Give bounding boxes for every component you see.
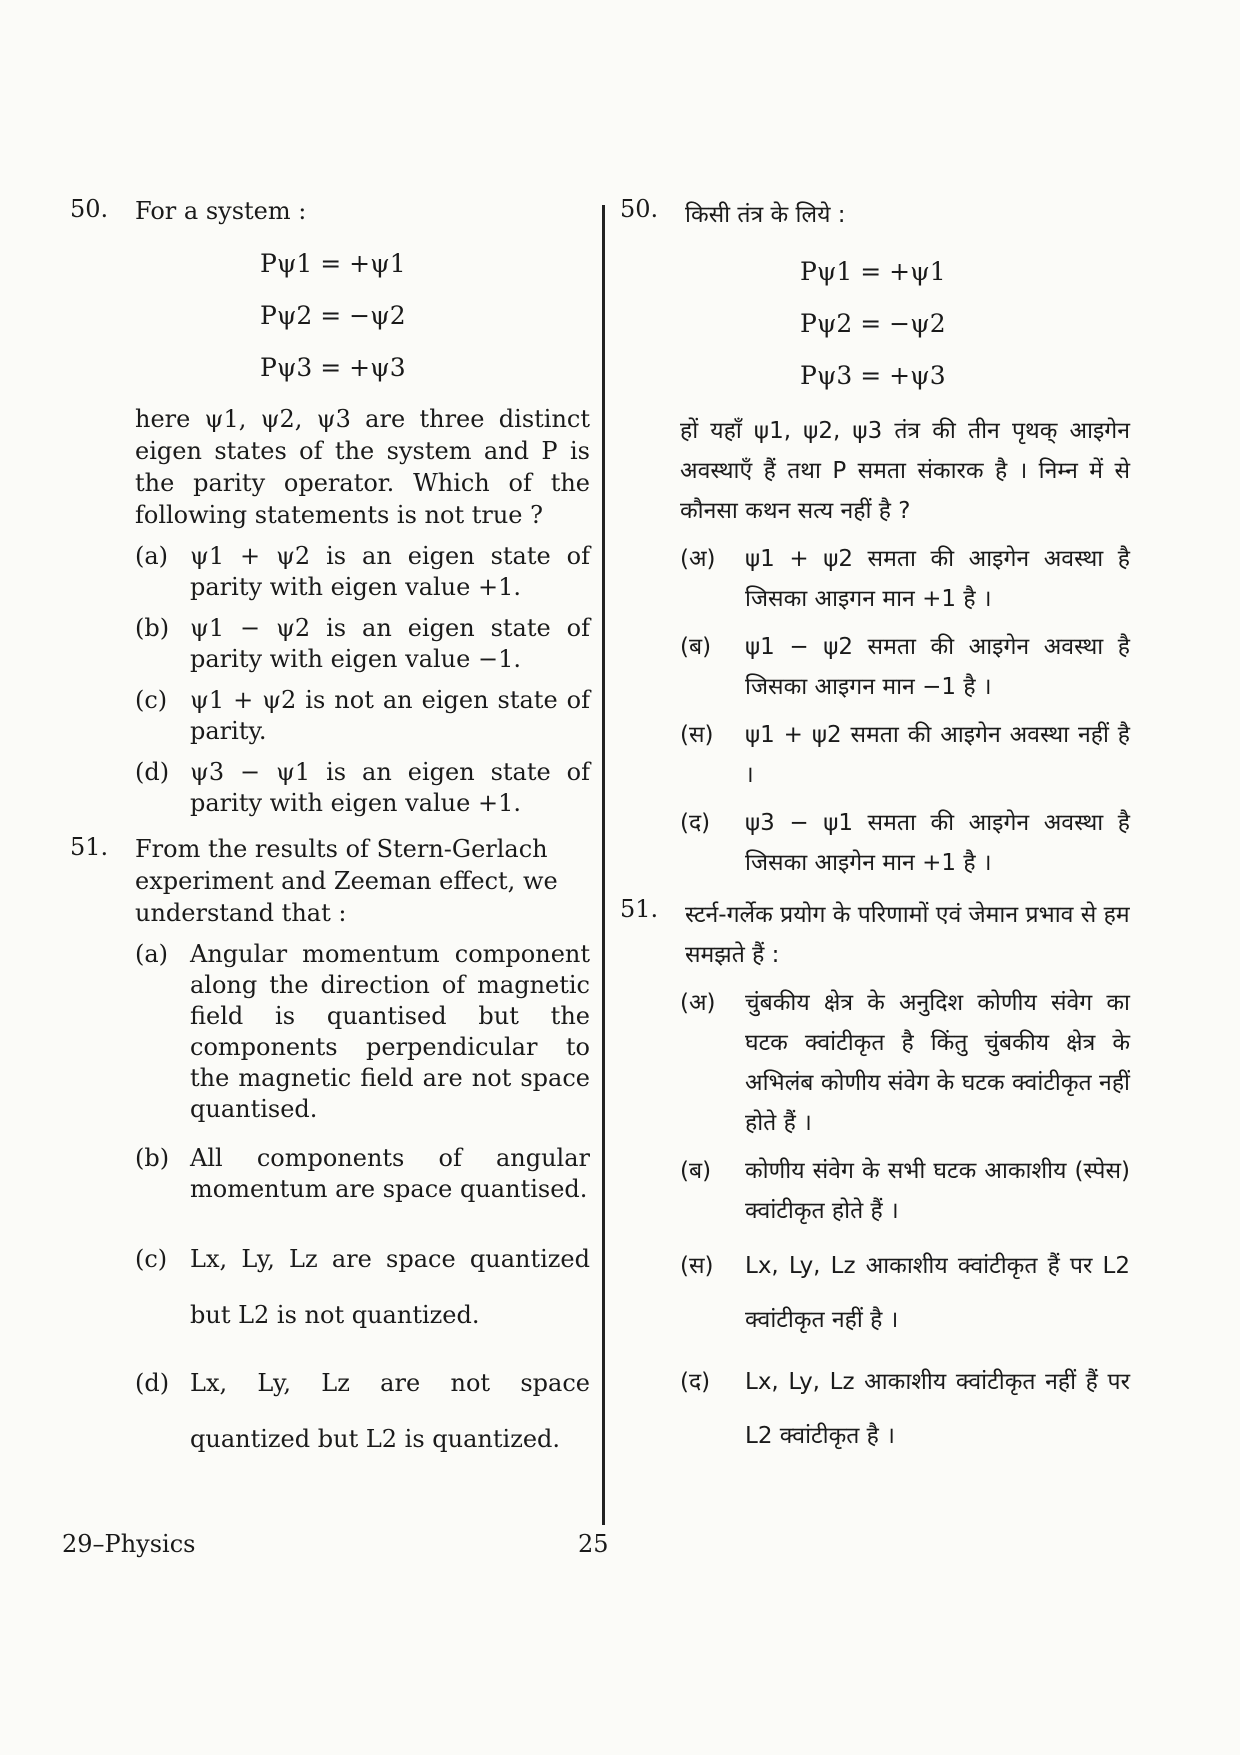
option-text: ψ3 − ψ1 is an eigen state of parity with eigen value +1. — [190, 758, 590, 817]
option-a — [680, 539, 1130, 619]
option-text: ψ3 − ψ1 समता की आइगेन अवस्था है जिसका आइगेन मान +1 है । — [745, 810, 1130, 876]
question-51-hi — [620, 895, 1130, 1463]
option-label: (स) — [680, 722, 714, 748]
option-text: Angular momentum component along the direction of magnetic field is quantised but the components perpendicular to the magnetic field are not space quantised. — [190, 940, 590, 1123]
option-d — [135, 1355, 590, 1467]
option-text: ψ1 + ψ2 समता की आइगेन अवस्था नहीं है । — [745, 722, 1130, 788]
option-text: ψ1 + ψ2 is an eigen state of parity with eigen value +1. — [190, 542, 590, 601]
option-b — [135, 613, 590, 675]
option-c — [135, 1231, 590, 1343]
footer-page-number: 25 — [578, 1530, 609, 1558]
option-label: (द) — [680, 1369, 711, 1395]
option-text: ψ1 + ψ2 समता की आइगेन अवस्था है जिसका आइगन मान +1 है । — [745, 546, 1130, 612]
option-a — [680, 983, 1130, 1143]
option-label: (ब) — [680, 1158, 712, 1184]
equation-2: Pψ2 = −ψ2 — [260, 301, 406, 330]
option-text: Lx, Ly, Lz are not space quantized but L2 is quantized. — [190, 1369, 590, 1453]
option-text: Lx, Ly, Lz आकाशीय क्वांटीकृत हैं पर L2 क्वांटीकृत नहीं है । — [745, 1253, 1130, 1333]
question-intro: किसी तंत्र के लिये : — [685, 202, 846, 228]
equation-3: Pψ3 = +ψ3 — [800, 361, 946, 390]
option-label: (b) — [135, 614, 170, 642]
equation-3: Pψ3 = +ψ3 — [260, 353, 406, 382]
english-column — [70, 195, 590, 1467]
question-number: 51. — [70, 833, 109, 861]
option-b — [680, 1151, 1130, 1231]
option-text: ψ1 + ψ2 is not an eigen state of parity. — [190, 686, 590, 745]
option-label: (द) — [680, 810, 711, 836]
question-text: here ψ1, ψ2, ψ3 are three distinct eigen states of the system and P is the parity operator. Which of the following statements is not true ? — [135, 405, 590, 529]
option-label: (b) — [135, 1144, 170, 1172]
question-text: हों यहाँ ψ1, ψ2, ψ3 तंत्र की तीन पृथक् आइगेन अवस्थाएँ हैं तथा P समता संकारक है । निम्न में से कौनसा कथन सत्य नहीं है ? — [680, 418, 1130, 524]
option-label: (ब) — [680, 634, 712, 660]
question-50-hi — [620, 195, 1130, 883]
option-text: All components of angular momentum are space quantised. — [190, 1144, 590, 1203]
question-51-en — [70, 833, 590, 1467]
question-text: स्टर्न-गर्लेक प्रयोग के परिणामों एवं जेमान प्रभाव से हम समझते हैं : — [685, 902, 1130, 968]
hindi-column — [620, 195, 1130, 1463]
question-number: 51. — [620, 895, 659, 923]
footer-subject: 29–Physics — [62, 1530, 196, 1558]
equation-1: Pψ1 = +ψ1 — [800, 257, 946, 286]
question-number: 50. — [620, 195, 659, 223]
option-text: Lx, Ly, Lz are space quantized but L2 is not quantized. — [190, 1245, 590, 1329]
question-text: From the results of Stern-Gerlach experiment and Zeeman effect, we understand that : — [135, 835, 558, 927]
option-a — [135, 541, 590, 603]
option-label: (a) — [135, 940, 169, 968]
option-label: (अ) — [680, 990, 716, 1016]
option-label: (c) — [135, 686, 168, 714]
question-50-en — [70, 195, 590, 819]
question-intro: For a system : — [135, 197, 307, 225]
option-d — [680, 1355, 1130, 1463]
option-label: (d) — [135, 1369, 170, 1397]
equation-2: Pψ2 = −ψ2 — [800, 309, 946, 338]
option-a — [135, 939, 590, 1125]
equation-1: Pψ1 = +ψ1 — [260, 249, 406, 278]
option-text: ψ1 − ψ2 समता की आइगेन अवस्था है जिसका आइगन मान −1 है । — [745, 634, 1130, 700]
option-d — [135, 757, 590, 819]
question-number: 50. — [70, 195, 109, 223]
option-text: Lx, Ly, Lz आकाशीय क्वांटीकृत नहीं हैं पर L2 क्वांटीकृत है । — [745, 1369, 1130, 1449]
option-d — [680, 803, 1130, 883]
option-label: (स) — [680, 1253, 714, 1279]
option-text: ψ1 − ψ2 is an eigen state of parity with eigen value −1. — [190, 614, 590, 673]
option-c — [680, 715, 1130, 795]
option-b — [135, 1143, 590, 1205]
option-label: (c) — [135, 1245, 168, 1273]
option-c — [680, 1239, 1130, 1347]
option-label: (a) — [135, 542, 169, 570]
option-label: (अ) — [680, 546, 716, 572]
option-b — [680, 627, 1130, 707]
column-divider — [602, 205, 605, 1525]
option-text: कोणीय संवेग के सभी घटक आकाशीय (स्पेस) क्वांटीकृत होते हैं । — [745, 1158, 1130, 1224]
option-c — [135, 685, 590, 747]
option-text: चुंबकीय क्षेत्र के अनुदिश कोणीय संवेग का घटक क्वांटीकृत है किंतु चुंबकीय क्षेत्र के अभिलंब कोणीय संवेग के घटक क्वांटीकृत नहीं होते हैं । — [745, 990, 1130, 1136]
option-label: (d) — [135, 758, 170, 786]
